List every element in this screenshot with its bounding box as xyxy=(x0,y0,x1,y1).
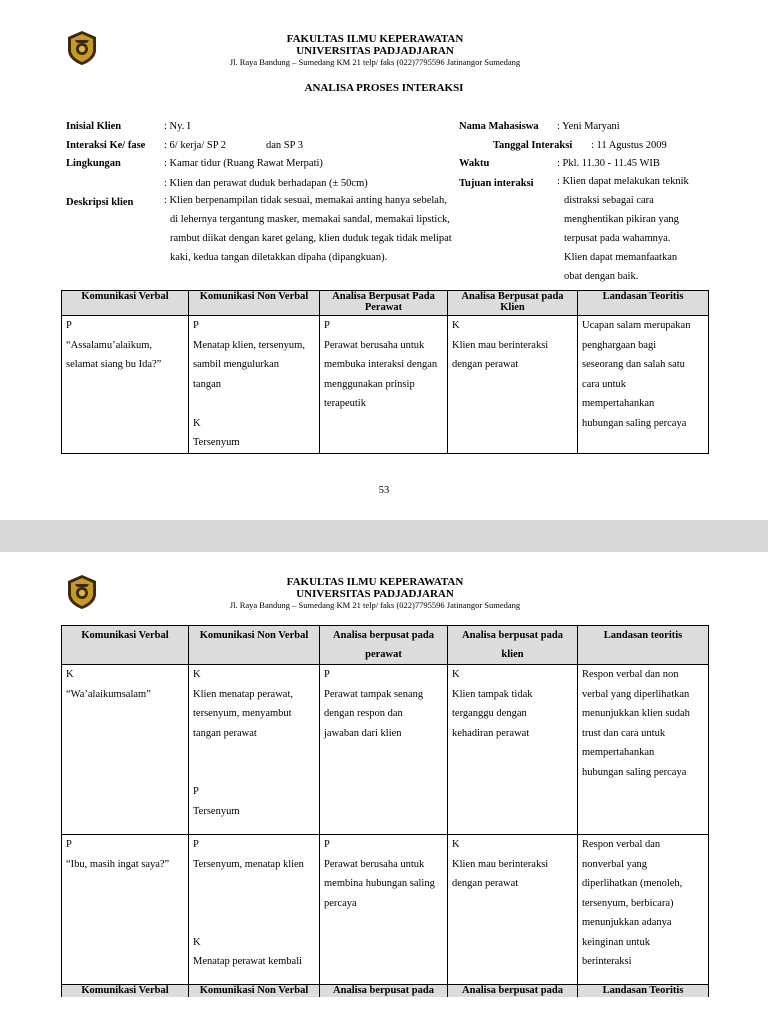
col-header-verbal: Komunikasi Verbal xyxy=(62,985,189,998)
cell-line: Klien mau berinteraksi xyxy=(452,858,549,870)
deskripsi-line: rambut diikat dengan karet gelang, klien duduk tegak tidak melipat xyxy=(170,233,452,244)
tanggal-value: : 11 Agustus 2009 xyxy=(591,140,667,151)
university-name: UNIVERSITAS PADJADJARAN xyxy=(296,588,454,600)
cell-line: Menatap klien, tersenyum, xyxy=(193,339,305,351)
lingkungan-value-2: : Klien dan perawat duduk berhadapan (± 50cm) xyxy=(164,178,368,189)
deskripsi-label: Deskripsi klien xyxy=(66,197,134,208)
cell-line: membuka interaksi dengan xyxy=(324,359,438,370)
col-header-analisa-klien: Analisa Berpusat pada Klien xyxy=(448,291,578,316)
cell-line: K xyxy=(66,669,74,680)
cell-line: cara untuk xyxy=(582,378,627,390)
letterhead xyxy=(100,33,650,68)
cell-line: P xyxy=(66,320,72,331)
cell-line: mempertahankan xyxy=(582,747,655,758)
tujuan-line: : Klien dapat melakukan teknik xyxy=(557,176,689,187)
cell-line: menunjukkan klien sudah xyxy=(582,708,690,719)
cell-line: tersenyum, menyambut xyxy=(193,708,292,719)
page-number: 53 xyxy=(378,485,390,496)
cell-line: kehadiran perawat xyxy=(452,727,530,739)
cell-line: Klien tampak tidak xyxy=(452,688,533,700)
cell-line: K xyxy=(193,936,201,948)
cell-line: Respon verbal dan non xyxy=(582,669,679,680)
interaksi-value: : 6/ kerja/ SP 2 xyxy=(164,140,227,151)
col-header-nonverbal: Komunikasi Non Verbal xyxy=(189,626,320,665)
cell-landasan xyxy=(578,835,709,985)
cell-line: P xyxy=(66,839,72,850)
cell-line: membina hubungan saling xyxy=(324,878,435,889)
interaksi-extra: dan SP 3 xyxy=(266,140,303,151)
cell-line: sambil mengulurkan xyxy=(193,359,280,370)
cell-line: P xyxy=(193,786,199,797)
cell-analisa-perawat xyxy=(320,665,448,835)
table-header-row-repeat xyxy=(62,985,709,998)
cell-line: jawaban dari klien xyxy=(324,727,402,739)
cell-verbal xyxy=(62,835,189,985)
cell-line: P xyxy=(193,320,199,331)
table-header-row xyxy=(62,291,709,316)
cell-line: P xyxy=(324,839,330,850)
tujuan-line: terpusat pada wahamnya. xyxy=(564,233,671,244)
cell-line: K xyxy=(452,839,460,850)
cell-analisa-klien xyxy=(448,665,578,835)
cell-line: berinteraksi xyxy=(582,956,632,967)
faculty-name: FAKULTAS ILMU KEPERAWATAN xyxy=(286,576,464,588)
address: Jl. Raya Bandung – Sumedang KM 21 telp/ faks (022)7795596 Jatinangor Sumedang xyxy=(229,57,521,67)
cell-line: “Ibu, masih ingat saya?” xyxy=(66,858,170,870)
tujuan-label: Tujuan interaksi xyxy=(459,178,534,189)
cell-analisa-klien xyxy=(448,316,578,454)
deskripsi-line: : Klien berpenampilan tidak sesuai, memakai anting hanya sebelah, xyxy=(164,195,447,206)
col-header-landasan: Landasan teoritis xyxy=(578,626,709,665)
faculty-name: FAKULTAS ILMU KEPERAWATAN xyxy=(286,33,464,45)
mahasiswa-label: Nama Mahasiswa xyxy=(459,121,539,132)
cell-nonverbal xyxy=(189,316,320,454)
table-row xyxy=(62,835,709,985)
cell-line: penghargaan bagi xyxy=(582,339,657,351)
col-header-nonverbal: Komunikasi Non Verbal xyxy=(189,985,320,998)
lingkungan-value-1: : Kamar tidur (Ruang Rawat Merpati) xyxy=(164,158,323,169)
col-header-analisa-klien: Analisa berpusat pada xyxy=(448,985,578,998)
col-header-verbal: Komunikasi Verbal xyxy=(62,626,189,665)
cell-line: hubungan saling percaya xyxy=(582,766,687,778)
cell-line: tangan perawat xyxy=(193,727,257,739)
cell-line: K xyxy=(452,320,460,331)
address: Jl. Raya Bandung – Sumedang KM 21 telp/ faks (022)7795596 Jatinangor Sumedang xyxy=(229,600,521,610)
cell-line: K xyxy=(452,669,460,680)
cell-line: Tersenyum, menatap klien xyxy=(193,858,304,870)
cell-line: K xyxy=(193,417,201,429)
col-header-landasan: Landasan Teoritis xyxy=(578,985,709,998)
cell-line: Ucapan salam merupakan xyxy=(582,320,691,331)
deskripsi-line: kaki, kedua tangan diletakkan dipaha (dipangkuan). xyxy=(170,252,388,263)
cell-line: Klien mau berinteraksi xyxy=(452,339,549,351)
waktu-value: : Pkl. 11.30 - 11.45 WIB xyxy=(557,158,660,169)
waktu-label: Waktu xyxy=(459,158,490,169)
cell-line: “Assalamu’alaikum, xyxy=(66,339,153,351)
cell-line: Menatap perawat kembali xyxy=(193,956,303,967)
cell-line: seseorang dan salah satu xyxy=(582,359,685,370)
cell-line: verbal yang diperlihatkan xyxy=(582,688,690,700)
cell-line: Tersenyum xyxy=(193,805,240,817)
col-header-analisa-perawat: Analisa Berpusat Pada Perawat xyxy=(320,291,448,316)
university-logo-icon xyxy=(66,574,98,610)
cell-line: terapeutik xyxy=(324,398,366,409)
cell-nonverbal xyxy=(189,665,320,835)
cell-line: nonverbal yang xyxy=(582,858,648,870)
col-header-nonverbal: Komunikasi Non Verbal xyxy=(189,291,320,316)
col-header-analisa-perawat: Analisa berpusat pada perawat xyxy=(320,626,448,665)
lingkungan-label: Lingkungan xyxy=(66,158,121,169)
deskripsi-line: di lehernya tergantung masker, memakai sandal, memakai lipstick, xyxy=(170,214,450,225)
cell-verbal xyxy=(62,316,189,454)
table-row xyxy=(62,665,709,835)
interaction-table-2 xyxy=(61,625,709,997)
cell-landasan xyxy=(578,316,709,454)
tujuan-line: Klien dapat memanfaatkan xyxy=(564,252,678,263)
cell-line: P xyxy=(324,320,330,331)
col-header-verbal: Komunikasi Verbal xyxy=(62,291,189,316)
interaksi-label: Interaksi Ke/ fase xyxy=(66,140,146,151)
cell-line: menunjukkan adanya xyxy=(582,917,672,928)
interaction-table-1 xyxy=(61,290,709,454)
letterhead xyxy=(100,576,650,611)
cell-line: menggunakan prinsip xyxy=(324,378,415,390)
cell-line: Klien menatap perawat, xyxy=(193,688,293,700)
table-row xyxy=(62,316,709,454)
cell-line: Respon verbal dan xyxy=(582,839,661,850)
cell-line: Perawat berusaha untuk xyxy=(324,339,425,351)
mahasiswa-value: : Yeni Maryani xyxy=(557,121,620,132)
cell-line: percaya xyxy=(324,897,357,909)
cell-line: K xyxy=(193,669,201,680)
deskripsi-text xyxy=(164,191,464,267)
cell-analisa-perawat xyxy=(320,835,448,985)
university-logo-icon xyxy=(66,30,98,66)
tanggal-label: Tanggal Interaksi xyxy=(493,140,573,151)
cell-verbal xyxy=(62,665,189,835)
cell-line: mempertahankan xyxy=(582,398,655,409)
tujuan-line: menghentikan pikiran yang xyxy=(564,214,679,225)
cell-line: dengan perawat xyxy=(452,878,519,889)
cell-line: Perawat tampak senang xyxy=(324,688,424,700)
cell-line: Perawat berusaha untuk xyxy=(324,858,425,870)
inisial-label: Inisial Klien xyxy=(66,121,122,132)
cell-line: selamat siang bu Ida?” xyxy=(66,359,162,370)
col-header-landasan: Landasan Teoritis xyxy=(578,291,709,316)
table-header-row xyxy=(62,626,709,665)
university-name: UNIVERSITAS PADJADJARAN xyxy=(296,45,454,57)
cell-line: dengan respon dan xyxy=(324,708,403,719)
cell-line: Tersenyum xyxy=(193,437,240,448)
cell-line: dengan perawat xyxy=(452,359,519,370)
cell-line: keinginan untuk xyxy=(582,936,650,948)
cell-line: P xyxy=(324,669,330,680)
cell-line: terganggu dengan xyxy=(452,708,527,719)
cell-nonverbal xyxy=(189,835,320,985)
col-header-analisa-perawat: Analisa berpusat pada xyxy=(320,985,448,998)
cell-line: “Wa’alaikumsalam” xyxy=(66,688,151,700)
cell-line: trust dan cara untuk xyxy=(582,727,666,739)
cell-landasan xyxy=(578,665,709,835)
inisial-value: : Ny. I xyxy=(164,121,191,132)
col-header-analisa-klien: Analisa berpusat pada klien xyxy=(448,626,578,665)
cell-analisa-perawat xyxy=(320,316,448,454)
cell-line: hubungan saling percaya xyxy=(582,417,687,429)
tujuan-line: obat dengan baik. xyxy=(564,271,639,282)
document-page-2 xyxy=(0,552,768,1024)
cell-line: P xyxy=(193,839,199,850)
tujuan-text xyxy=(557,172,717,286)
cell-line: diperlihatkan (menoleh, xyxy=(582,878,683,889)
cell-analisa-klien xyxy=(448,835,578,985)
cell-line: tersenyum, berbicara) xyxy=(582,897,674,909)
document-title: ANALISA PROSES INTERAKSI xyxy=(304,82,464,94)
tujuan-line: distraksi sebagai cara xyxy=(564,195,654,206)
cell-line: tangan xyxy=(193,378,221,390)
